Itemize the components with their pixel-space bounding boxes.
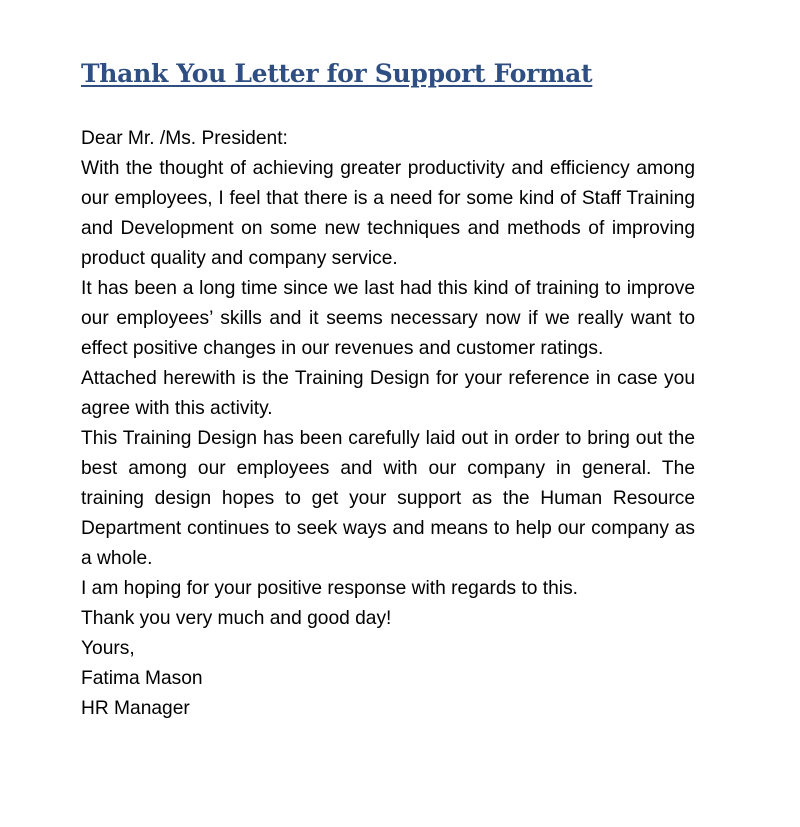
paragraph-thank-you: Thank you very much and good day!: [81, 608, 392, 629]
letter-body: [81, 124, 695, 724]
closing: Yours,: [81, 638, 135, 659]
signer-name: Fatima Mason: [81, 668, 203, 689]
paragraph-hoping: I am hoping for your positive response with regards to this.: [81, 578, 578, 599]
salutation: Dear Mr. /Ms. President:: [81, 128, 288, 149]
signer-title: HR Manager: [81, 698, 190, 719]
paragraph-long-time: It has been a long time since we last had this kind of training to improve our employees’ skills and it seems necessary now if we really want to effect positive changes in our revenues and customer ratings.: [81, 278, 695, 359]
paragraph-training-need: With the thought of achieving greater productivity and efficiency among our employees, I feel that there is a need for some kind of Staff Training and Development on some new techniques and methods of improving product quality and company service.: [81, 158, 695, 269]
document-title: Thank You Letter for Support Format: [81, 59, 593, 88]
paragraph-training-design: This Training Design has been carefully laid out in order to bring out the best among our employees and with our company in general. The training design hopes to get your support as the Human Resource Department continues to seek ways and means to help our company as a whole.: [81, 428, 695, 569]
paragraph-attached: Attached herewith is the Training Design for your reference in case you agree with this activity.: [81, 368, 695, 419]
